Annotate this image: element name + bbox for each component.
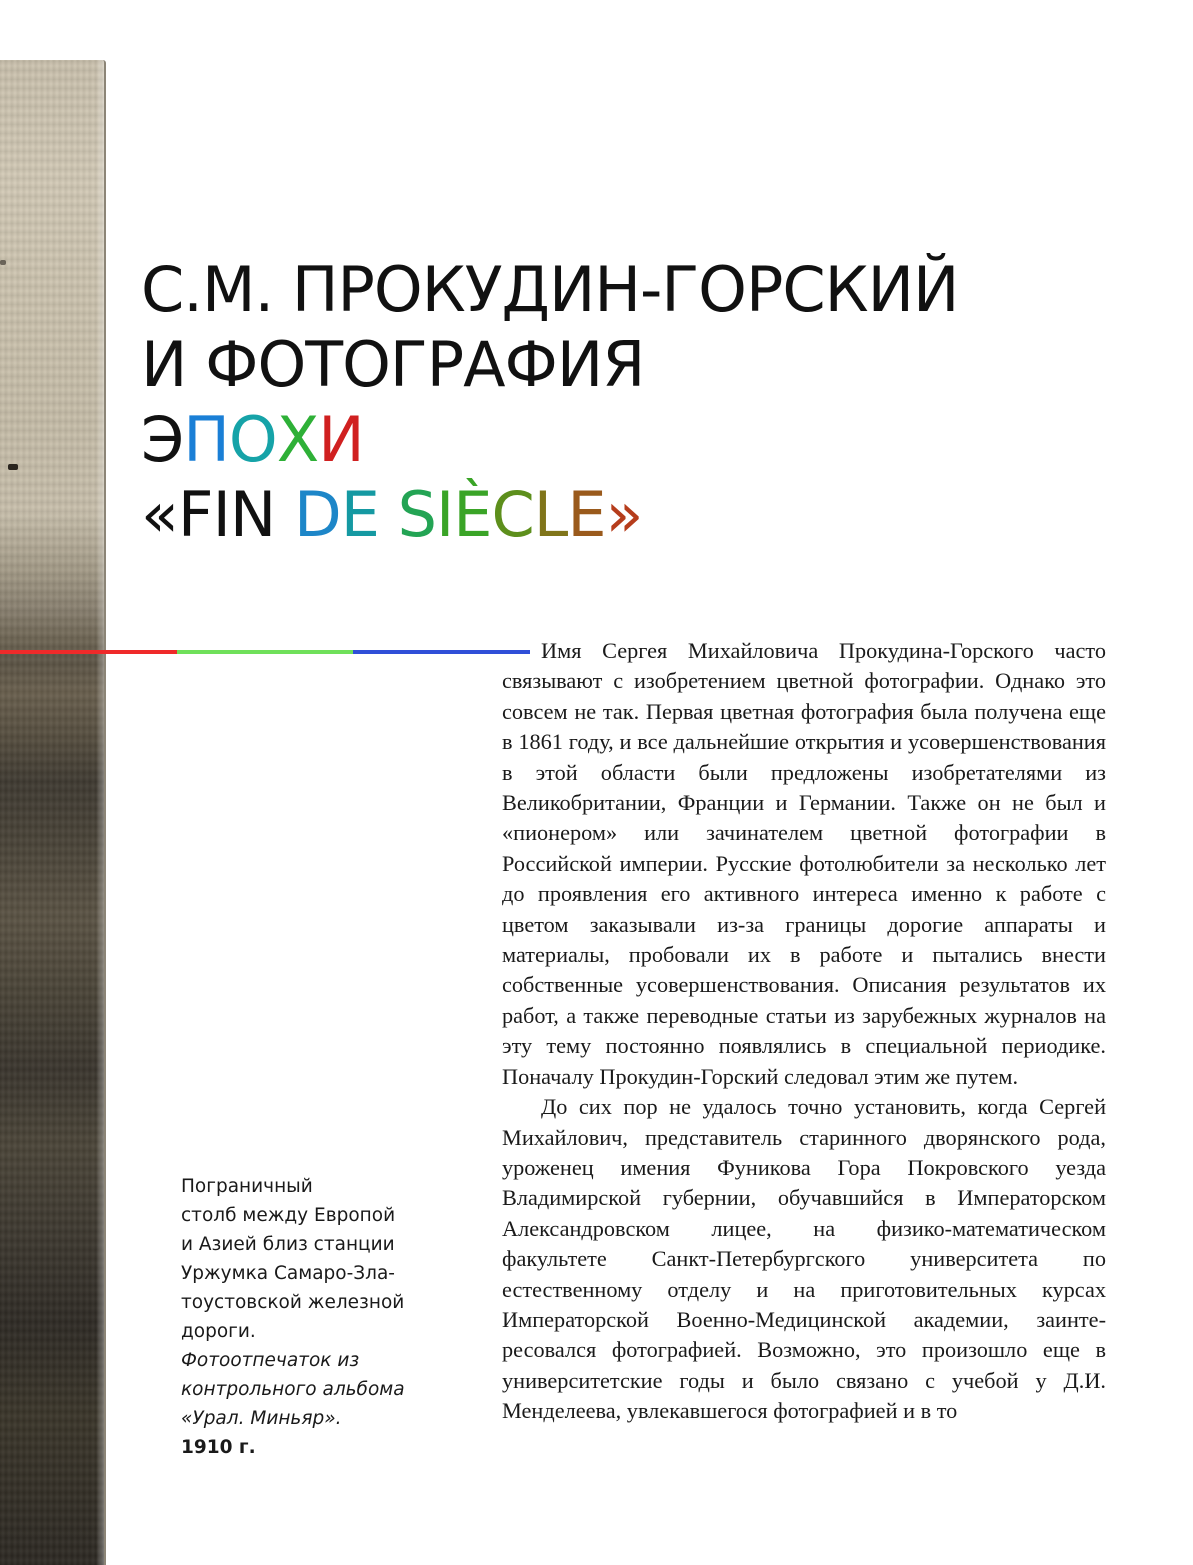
article-body — [502, 636, 1106, 1427]
title-line-3 — [141, 402, 958, 477]
title-letter: S — [397, 478, 436, 551]
title-letter: О — [228, 403, 277, 476]
caption-line: дороги. — [181, 1321, 256, 1342]
title-letter: И — [318, 403, 364, 476]
title-word: «FIN — [141, 478, 276, 551]
photo-detail — [0, 260, 6, 265]
caption-line: Уржумка Самаро-Зла- — [181, 1263, 395, 1284]
title-letter: E — [567, 478, 606, 551]
caption-year: 1910 г. — [181, 1437, 256, 1458]
title-space — [379, 478, 398, 551]
title-letter: D — [293, 478, 341, 551]
paragraph: До сих пор не удалось точно установить, когда Сергей Михайлович, представитель старинного дворянского рода, уроженец имения Фуникова Гора Покровского уезда Владимирской губернии, обучавшийся в Императорском Александровском лицее, на физико-математическом факультете Санкт-Петербургского университета по естественному отделу и на приготовительных курсах Императорской Военно-Медицинской академии, заинтересовался фотографией. Возможно, это произошло еще в университетские годы и было связано с учебой у Д.И. Менделеева, увлекавшегося фотографией и в то — [502, 1094, 1106, 1424]
title-letter: Э — [141, 403, 184, 476]
title-space — [275, 478, 294, 551]
title-line-4 — [141, 477, 958, 552]
photo-strip — [0, 60, 106, 1565]
caption-line: и Азией близ станции — [181, 1234, 395, 1255]
title-letter: П — [183, 403, 229, 476]
title-letter: C — [491, 478, 534, 551]
page-title — [141, 252, 958, 552]
title-letter: E — [340, 478, 379, 551]
title-line-2: И ФОТОГРАФИЯ — [141, 328, 645, 401]
title-letter: Х — [276, 403, 319, 476]
caption-line: тоустовской железной — [181, 1292, 405, 1313]
paragraph: Имя Сергея Михайловича Прокудина-Горского часто связывают с изобретением цветной фотографии. Однако это совсем не так. Первая цветная фотография была получена еще в 1861 году, и все дальнейшие открытия и усовершенствования в этой области были предложены изобретателями из Великобритании, Франции и Германии. Также он не был и «пионером» или зачинателем цветной фотографии в Российской империи. Русские фотолюбители за несколько лет до проявления его активного интереса именно к работе с цветом заказывали из-за границы дорогие аппараты и материалы, пробовали их в работе и пытались внести собственные усовершенствования. Описания результатов их работ, а также переводные статьи из зарубежных журналов на эту тему постоянно появлялись в специальной периодике. Поначалу Прокудин-Горский следовал этим же путем. — [502, 638, 1106, 1089]
rgb-divider-green — [177, 650, 353, 654]
photo-caption — [181, 1172, 421, 1462]
title-letter: È — [453, 478, 492, 551]
title-letter: » — [605, 478, 643, 551]
caption-source-line: Фотоотпечаток из — [181, 1350, 360, 1371]
caption-source-line: контрольного альбома — [181, 1379, 405, 1400]
caption-source-line: «Урал. Миньяр». — [181, 1408, 342, 1429]
caption-line: столб между Европой — [181, 1205, 396, 1226]
rgb-divider-red — [0, 650, 177, 654]
title-line-1: С.М. ПРОКУДИН-ГОРСКИЙ — [141, 253, 959, 326]
caption-line: Пограничный — [181, 1176, 313, 1197]
photo-detail — [8, 464, 18, 470]
title-letter: I — [436, 478, 454, 551]
title-letter: L — [533, 478, 568, 551]
